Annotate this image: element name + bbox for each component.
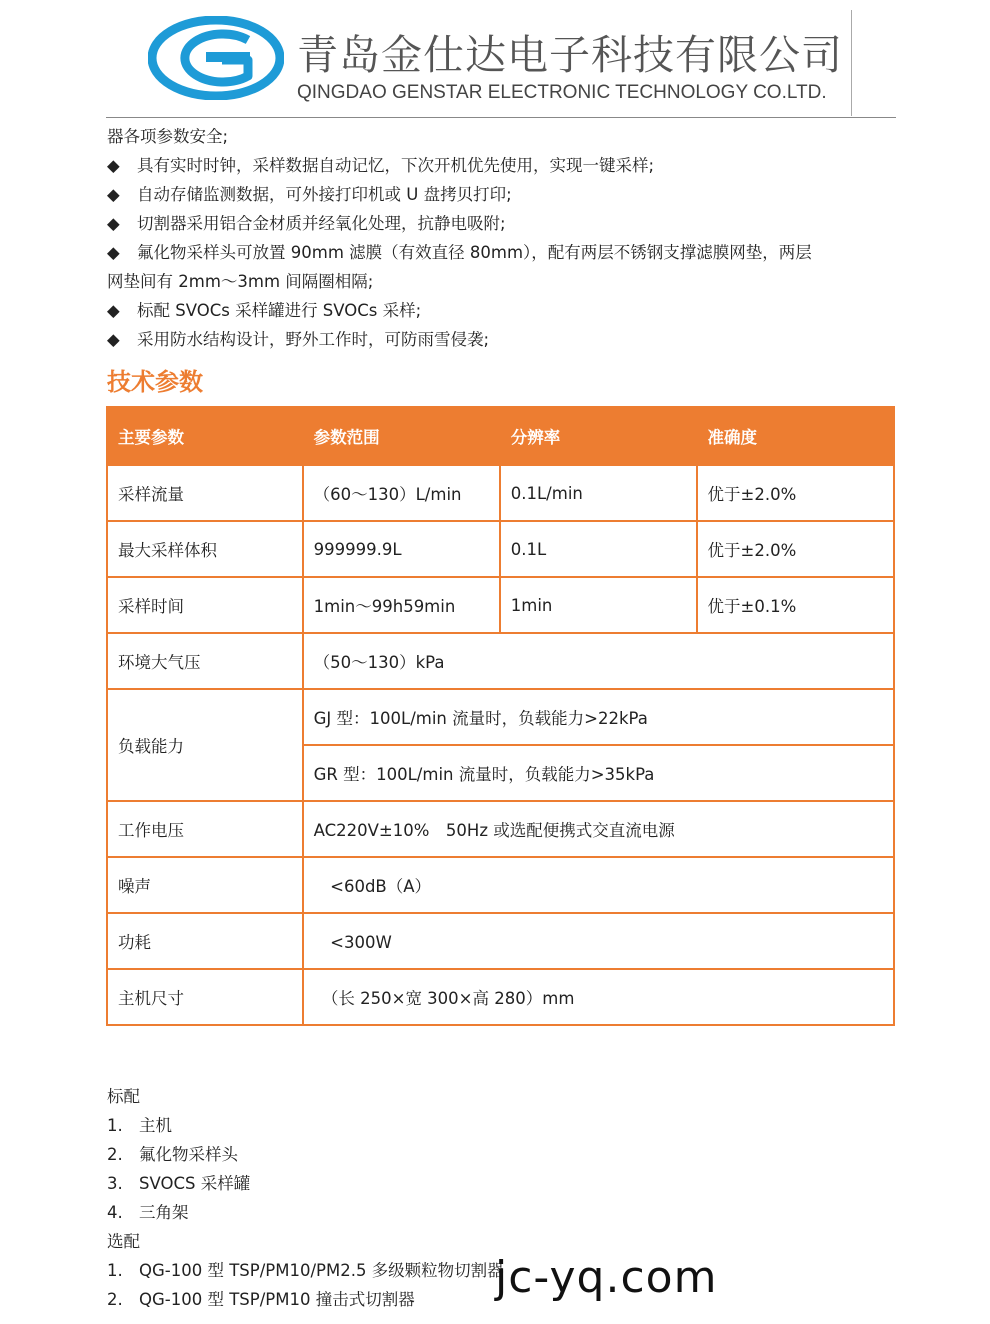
bullet-icon: ◆ (107, 185, 120, 204)
table-cell: 0.1L (500, 521, 697, 577)
table-cell: 优于±0.1% (697, 577, 894, 633)
accessory-list (107, 1082, 504, 1314)
table-row (107, 969, 894, 1025)
table-cell: 优于±2.0% (697, 465, 894, 521)
standard-title: 标配 (107, 1087, 140, 1106)
feature-line: ◆ 采用防水结构设计，野外工作时，可防雨雪侵袭; (107, 325, 897, 354)
feature-list (107, 122, 897, 354)
list-item: 4. 三角架 (107, 1203, 189, 1222)
table-row (107, 801, 894, 857)
table-row (107, 857, 894, 913)
table-cell: GJ 型：100L/min 流量时，负载能力>22kPa (303, 689, 894, 745)
table-cell: AC220V±10% 50Hz 或选配便携式交直流电源 (303, 801, 894, 857)
list-item: 1. QG-100 型 TSP/PM10/PM2.5 多级颗粒物切割器 (107, 1261, 504, 1280)
table-header-row (107, 407, 894, 465)
table-cell: 0.1L/min (500, 465, 697, 521)
page-header (0, 0, 990, 120)
table-cell: 功耗 (107, 913, 303, 969)
list-item: 2. QG-100 型 TSP/PM10 撞击式切割器 (107, 1290, 415, 1309)
feature-line: ◆ 氟化物采样头可放置 90mm 滤膜（有效直径 80mm），配有两层不锈钢支撑滤膜网垫，两层 (107, 238, 897, 267)
table-row (107, 521, 894, 577)
company-logo-icon (148, 16, 284, 100)
table-row (107, 913, 894, 969)
table-cell: 采样时间 (107, 577, 303, 633)
company-name-en: QINGDAO GENSTAR ELECTRONIC TECHNOLOGY CO.LTD. (297, 82, 827, 103)
table-cell: 1min～99h59min (303, 577, 500, 633)
table-row (107, 689, 894, 745)
table-cell: 主机尺寸 (107, 969, 303, 1025)
bullet-icon: ◆ (107, 243, 120, 262)
feature-line: ◆ 标配 SVOCs 采样罐进行 SVOCs 采样; (107, 296, 897, 325)
table-row (107, 577, 894, 633)
table-row (107, 633, 894, 689)
table-cell: 999999.9L (303, 521, 500, 577)
table-cell: 采样流量 (107, 465, 303, 521)
bullet-icon: ◆ (107, 301, 120, 320)
feature-line: ◆ 切割器采用铝合金材质并经氧化处理，抗静电吸附; (107, 209, 897, 238)
bullet-icon: ◆ (107, 214, 120, 233)
table-cell: 负载能力 (107, 689, 303, 801)
header-divider-vertical (851, 10, 852, 116)
table-header-cell: 主要参数 (107, 407, 303, 465)
table-cell: <300W (303, 913, 894, 969)
table-cell: 最大采样体积 (107, 521, 303, 577)
table-header-cell: 分辨率 (500, 407, 697, 465)
bullet-icon: ◆ (107, 156, 120, 175)
table-row (107, 465, 894, 521)
table-cell: 1min (500, 577, 697, 633)
bullet-icon: ◆ (107, 330, 120, 349)
table-cell: GR 型：100L/min 流量时，负载能力>35kPa (303, 745, 894, 801)
table-cell: （60～130）L/min (303, 465, 500, 521)
table-cell: 优于±2.0% (697, 521, 894, 577)
list-item: 3. SVOCS 采样罐 (107, 1174, 251, 1193)
feature-line: ◆ 自动存储监测数据，可外接打印机或 U 盘拷贝打印; (107, 180, 897, 209)
list-item: 1. 主机 (107, 1116, 172, 1135)
header-divider (106, 117, 896, 118)
feature-line: ◆ 具有实时时钟，采样数据自动记忆，下次开机优先使用，实现一键采样; (107, 151, 897, 180)
list-item: 2. 氟化物采样头 (107, 1145, 238, 1164)
table-cell: 环境大气压 (107, 633, 303, 689)
table-cell: 噪声 (107, 857, 303, 913)
table-cell: 工作电压 (107, 801, 303, 857)
table-cell: （50～130）kPa (303, 633, 894, 689)
table-header-cell: 准确度 (697, 407, 894, 465)
table-header-cell: 参数范围 (303, 407, 500, 465)
feature-line: 网垫间有 2mm～3mm 间隔圈相隔; (107, 272, 374, 291)
section-title: 技术参数 (107, 368, 203, 396)
optional-title: 选配 (107, 1232, 140, 1251)
watermark: jc-yq.com (495, 1252, 718, 1303)
feature-line: 器各项参数安全; (107, 127, 229, 146)
spec-table (106, 406, 895, 1026)
company-name-cn: 青岛金仕达电子科技有限公司 (297, 31, 843, 79)
table-cell: <60dB（A） (303, 857, 894, 913)
table-cell: （长 250×宽 300×高 280）mm (303, 969, 894, 1025)
